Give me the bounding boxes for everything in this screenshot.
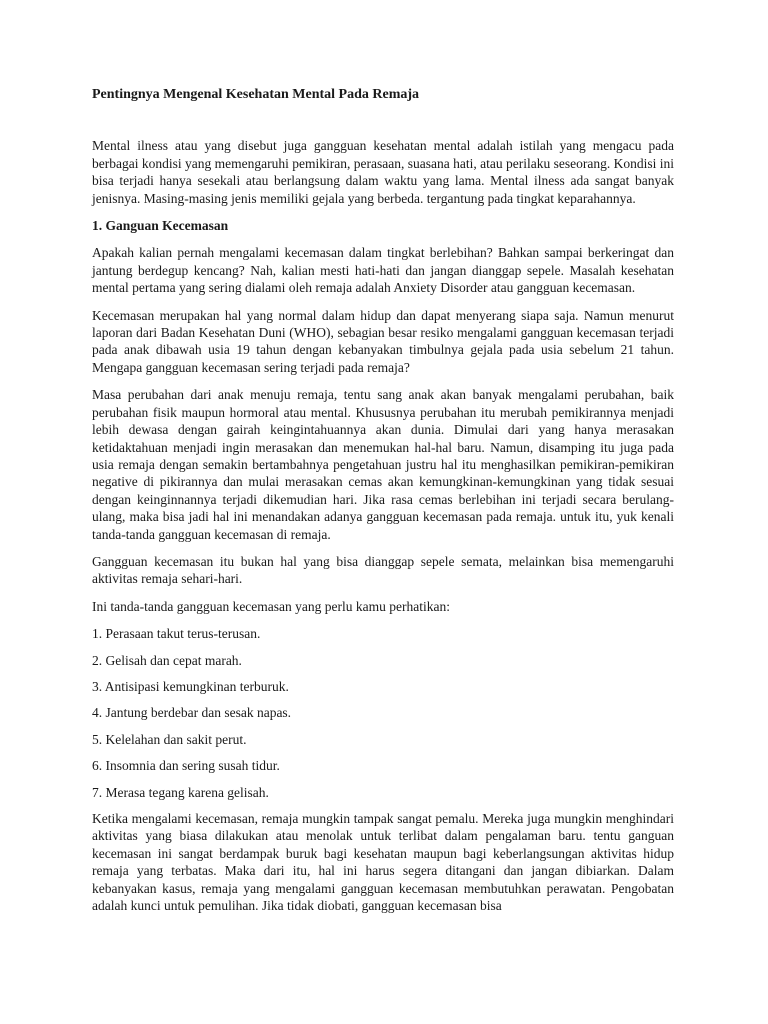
body-paragraph: Ini tanda-tanda gangguan kecemasan yang perlu kamu perhatikan:: [92, 598, 450, 614]
section-heading: 1. Ganguan Kecemasan: [92, 218, 229, 234]
body-paragraph: Apakah kalian pernah mengalami kecemasan dalam tingkat berlebihan? Bahkan sampai berkeringat dan jantung berdegup kencang? Nah, kalian mesti hati-hati dan jangan dianggap sepele. Masalah kesehatan mental pertama yang sering dialami oleh remaja adalah Anxiety Disorder atau gangguan kecemasan.: [92, 245, 674, 296]
list-item: 7. Merasa tegang karena gelisah.: [92, 784, 269, 800]
body-paragraph: Masa perubahan dari anak menuju remaja, tentu sang anak akan banyak mengalami perubahan, baik perubahan fisik maupun hormoral atau mental. Khususnya perubahan itu merubah pemikirannya menjadi lebih dewasa dengan gairah keingintahuannya akan dunia. Dimulai dari yang hanya merasakan ketidaktahuan menjadi ingin merasakan dan menemukan hal-hal baru. Namun, disamping itu juga pada usia remaja dengan semakin bertambahnya pengetahuan justru hal itu menghasilkan pemikiran-pemikiran negative di pikirannya dan mulai merasakan cemas akan kemungkinan-kemungkinan yang tidak sesuai dengan keinginnannya terjadi dikemudian hari. Jika rasa cemas berlebihan ini terjadi secara berulang-ulang, maka bisa jadi hal ini menandakan adanya gangguan kecemasan pada remaja. untuk itu, yuk kenali tanda-tanda gangguan kecemasan di remaja.: [92, 387, 674, 542]
closing-paragraph: Ketika mengalami kecemasan, remaja mungkin tampak sangat pemalu. Mereka juga mungkin menghindari aktivitas yang biasa dilakukan atau menolak untuk terlibat dalam pengalaman baru. tentu ganguan kecemasan ini sangat berdampak buruk bagi kesehatan maupun bagi keberlangsungan aktivitas hidup remaja yang terbatas. Maka dari itu, hal ini harus segera ditangani dan jangan dibiarkan. Dalam kebanyakan kasus, remaja yang mengalami gangguan kecemasan membutuhkan perawatan. Pengobatan adalah kunci untuk pemulihan. Jika tidak diobati, gangguan kecemasan bisa: [92, 811, 674, 914]
list-item: 4. Jantung berdebar dan sesak napas.: [92, 705, 292, 721]
body-paragraph: Kecemasan merupakan hal yang normal dalam hidup dan dapat menyerang siapa saja. Namun menurut laporan dari Badan Kesehatan Duni (WHO), sebagian besar resiko mengalami gangguan kecemasan terjadi pada anak dibawah usia 19 tahun dengan kebanyakan timbulnya gejala pada usia sebelum 21 tahun. Mengapa gangguan kecemasan sering terjadi pada remaja?: [92, 307, 674, 375]
body-paragraph: Gangguan kecemasan itu bukan hal yang bisa dianggap sepele semata, melainkan bisa memengaruhi aktivitas remaja sehari-hari.: [92, 553, 674, 587]
intro-paragraph: Mental ilness atau yang disebut juga gangguan kesehatan mental adalah istilah yang mengacu pada berbagai kondisi yang memengaruhi pemikiran, perasaan, suasana hati, atau perilaku seseorang. Kondisi ini bisa terjadi hanya sesekali atau berlangsung dalam waktu yang lama. Mental ilness ada sangat banyak jenisnya. Masing-masing jenis memiliki gejala yang berbeda. tergantung pada tingkat keparahannya.: [92, 138, 674, 206]
document-page: [92, 86, 674, 924]
list-item: 3. Antisipasi kemungkinan terburuk.: [92, 678, 289, 694]
list-item: 5. Kelelahan dan sakit perut.: [92, 731, 247, 747]
list-item: 1. Perasaan takut terus-terusan.: [92, 626, 261, 642]
list-item: 6. Insomnia dan sering susah tidur.: [92, 758, 280, 774]
list-item: 2. Gelisah dan cepat marah.: [92, 652, 242, 668]
document-title: Pentingnya Mengenal Kesehatan Mental Pada Remaja: [92, 87, 420, 102]
